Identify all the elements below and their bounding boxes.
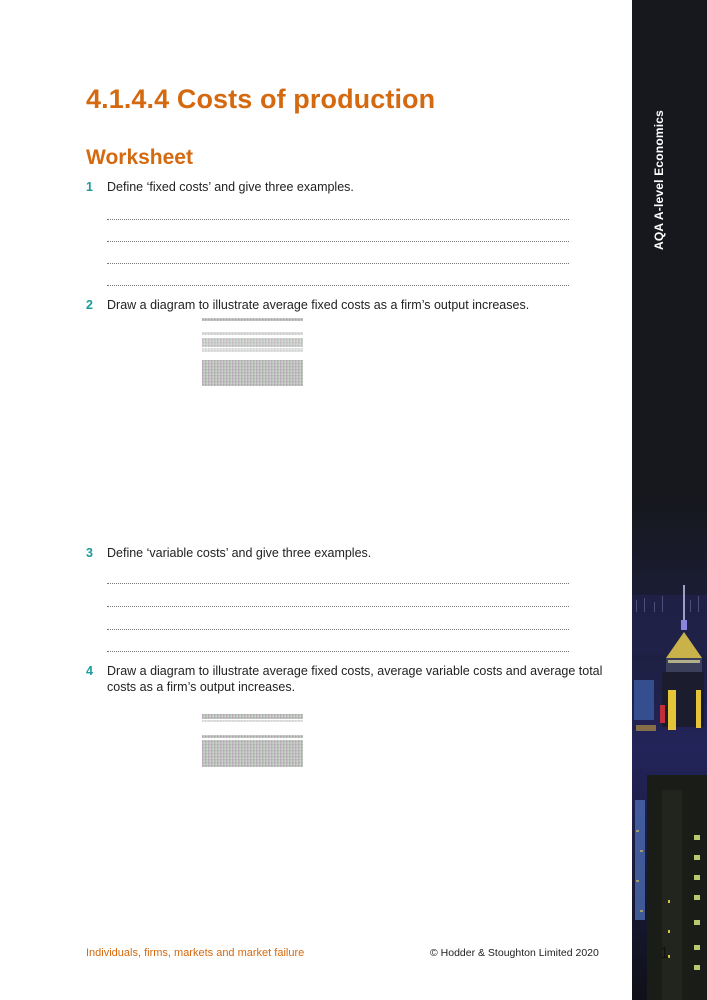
sidebar-banner — [632, 0, 707, 1000]
answer-line[interactable] — [107, 583, 569, 584]
diagram-placeholder-image — [202, 714, 303, 767]
question-number: 1 — [86, 180, 93, 194]
question-4 — [86, 663, 606, 695]
footer-copyright: © Hodder & Stoughton Limited 2020 — [430, 947, 599, 959]
question-text: Draw a diagram to illustrate average fixed costs as a firm’s output increases. — [107, 298, 530, 312]
question-number: 3 — [86, 546, 93, 560]
city-skyline-image — [632, 500, 707, 1000]
page-number: 1 — [660, 945, 669, 962]
answer-line[interactable] — [107, 651, 569, 652]
question-1 — [86, 179, 606, 195]
answer-line[interactable] — [107, 285, 569, 286]
diagram-placeholder-image — [202, 318, 303, 386]
question-2 — [86, 297, 606, 313]
question-number: 4 — [86, 664, 93, 678]
question-number: 2 — [86, 298, 93, 312]
answer-line[interactable] — [107, 219, 569, 220]
answer-line[interactable] — [107, 263, 569, 264]
question-text: Draw a diagram to illustrate average fixed costs, average variable costs and average total costs as a firm’s output increases. — [107, 664, 603, 694]
question-text: Define ‘fixed costs’ and give three examples. — [107, 180, 354, 194]
footer-topic: Individuals, firms, markets and market failure — [86, 947, 305, 959]
page-title: 4.1.4.4 Costs of production — [86, 84, 436, 114]
section-subtitle: Worksheet — [86, 146, 193, 169]
answer-line[interactable] — [107, 241, 569, 242]
question-text: Define ‘variable costs’ and give three examples. — [107, 546, 372, 560]
sidebar-course-label: AQA A-level Economics — [652, 109, 666, 250]
answer-line[interactable] — [107, 629, 569, 630]
answer-line[interactable] — [107, 606, 569, 607]
question-3 — [86, 545, 606, 561]
